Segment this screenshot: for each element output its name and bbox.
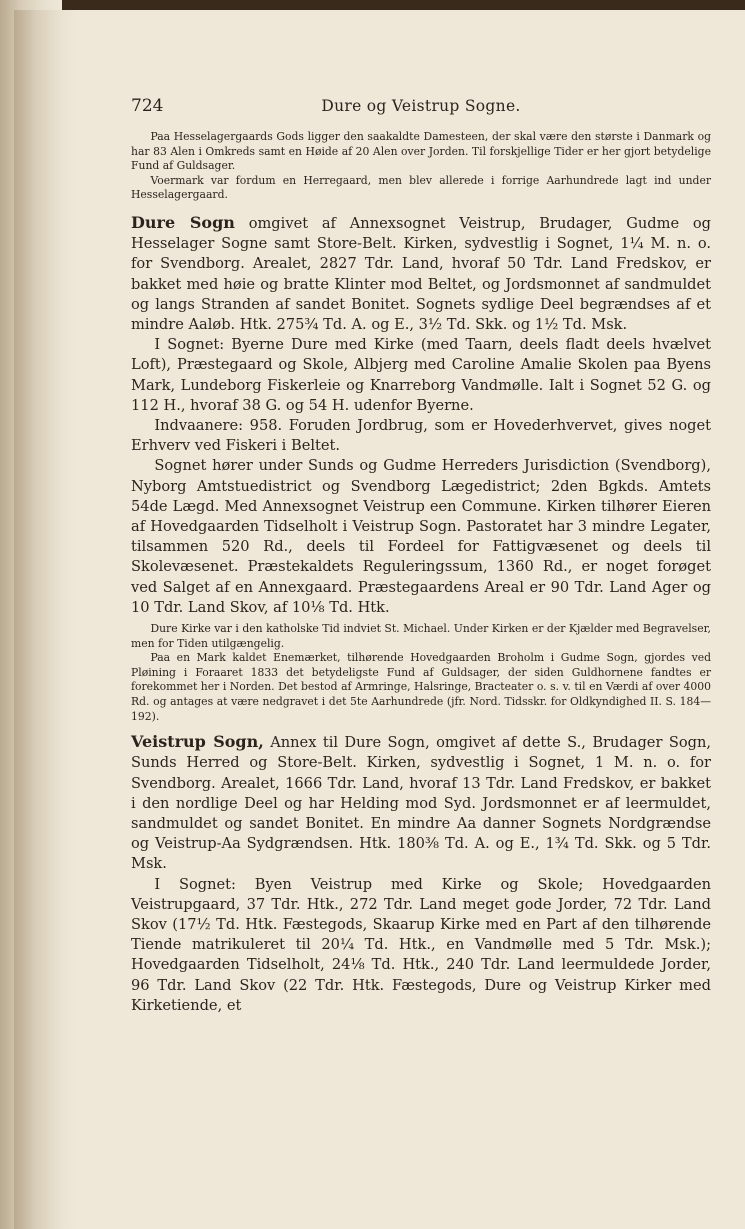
running-head: Dure og Veistrup Sogne. [321,97,521,115]
dure-paragraph-1 [131,213,711,335]
spacer [131,724,711,732]
veistrup-section [131,732,711,1016]
veistrup-heading: Veistrup Sogn, [131,732,264,752]
page-gutter [14,10,76,1229]
note-voermark: Voermark var fordum en Herregaard, men blev allerede i forrige Aarhundrede lagt ind under Hesselagergaard. [131,173,711,202]
mid-notes [131,622,711,724]
dure-p1-text: omgivet af Annexsognet Veistrup, Brudager, Gudme og Hesselager Sogne samt Store-Belt. Kirken, sydvestlig i Sognet, 1¼ M. n. o. for Svendborg. Arealet, 2827 Tdr. Land, hvoraf 50 Tdr. Land Fredskov, er bakket med høie og bratte Klinter mod Beltet, og Jordsmonnet af sandmuldet og langs Stranden af sandet Bonitet. Sognets sydlige Deel begrændses af et mindre Aaløb. Htk. 275¾ Td. A. og E., 3½ Td. Skk. og 1½ Td. Msk. [131,214,711,333]
dure-heading: Dure Sogn [131,212,235,232]
page-text-block [131,96,711,1016]
book-page [14,10,745,1229]
veistrup-paragraph-2: I Sognet: Byen Veistrup med Kirke og Skole; Hovedgaarden Veistrupgaard, 37 Tdr. Htk., 272 Tdr. Land meget gode Jorder, 72 Tdr. Land Skov (17½ Td. Htk. Fæstegods, Skaarup Kirke med en Part af den tilhørende Tiende matrikuleret til 20¼ Td. Htk., en Vandmølle med 5 Tdr. Msk.); Hovedgaarden Tidselholt, 24⅛ Td. Htk., 240 Tdr. Land leermuldede Jorder, 96 Tdr. Land Skov (22 Tdr. Htk. Fæstegods, Dure og Veistrup Kirker med Kirketiende, et [131,875,711,1014]
veistrup-p1-text: Annex til Dure Sogn, omgivet af dette S., Brudager Sogn, Sunds Herred og Store-Belt. Kirken, sydvestlig i Sognet, 1 M. n. o. for Svendborg. Arealet, 1666 Tdr. Land, hvoraf 13 Tdr. Land Fredskov, er bakket i den nordlige Deel og har Helding mod Syd. Jordsmonnet er af leermuldet, sandmuldet og sandet Bonitet. En mindre Aa danner Sognets Nordgrændse og Veistrup-Aa Sydgrændsen. Htk. 180⅜ Td. A. og E., 1¾ Td. Skk. og 5 Tdr. Msk. [131,734,711,873]
note-kirke: Dure Kirke var i den katholske Tid indviet St. Michael. Under Kirken er der Kjælder med Begravelser, men for Tiden utilgængelig. [131,622,711,650]
page-header [131,96,711,122]
dure-section [131,213,711,618]
veistrup-paragraph-1 [131,732,711,874]
note-damesteen: Paa Hesselagergaards Gods ligger den saakaldte Damesteen, der skal være den største i Danmark og har 83 Alen i Omkreds samt en Høide af 20 Alen over Jorden. Til forskjellige Tider er her gjort betydelige Fund af Guldsager. [131,130,711,173]
note-guldfund: Paa en Mark kaldet Enemærket, tilhørende Hovedgaarden Broholm i Gudme Sogn, gjordes ved Pløining i Foraaret 1833 det betydeligste Fund af Guldsager, der siden Guldhornene fandtes er forekommet her i Norden. Det bestod af Armringe, Halsringe, Bracteater o. s. v. til en Værdi af over 4000 Rd. og antages at være nedgravet i det 5te Aarhundrede (jfr. Nord. Tidsskr. for Oldkyndighed II. S. 184—192). [131,651,711,723]
top-notes [131,130,711,203]
page-number: 724 [131,96,164,116]
dure-paragraph-2: I Sognet: Byerne Dure med Kirke (med Taarn, deels fladt deels hvælvet Loft), Præstegaard og Skole, Albjerg med Caroline Amalie Skolen paa Byens Mark, Lundeborg Fiskerleie og Knarreborg Vandmølle. Ialt i Sognet 52 G. og 112 H., hvoraf 38 G. og 54 H. udenfor Byerne. [131,336,711,414]
dure-paragraph-4: Sognet hører under Sunds og Gudme Herreders Jurisdiction (Svendborg), Nyborg Amtstuedistrict og Svendborg Lægedistrict; 2den Bgkds. Amtets 54de Lægd. Med Annexsognet Veistrup een Commune. Kirken tilhører Eieren af Hovedgaarden Tidselholt i Veistrup Sogn. Pastoratet har 3 mindre Legater, tilsammen 520 Rd., deels til Fordeel for Fattigvæsenet og deels til Skolevæsenet. Præstekaldets Reguleringssum, 1360 Rd., er noget forøget ved Salget af en Annexgaard. Præstegaardens Areal er 90 Tdr. Land Ager og 10 Tdr. Land Skov, af 10⅛ Td. Htk. [131,457,711,616]
dure-paragraph-3: Indvaanere: 958. Foruden Jordbrug, som er Hovederhvervet, gives noget Erhverv ved Fiskeri i Beltet. [131,417,711,455]
spacer [131,203,711,213]
